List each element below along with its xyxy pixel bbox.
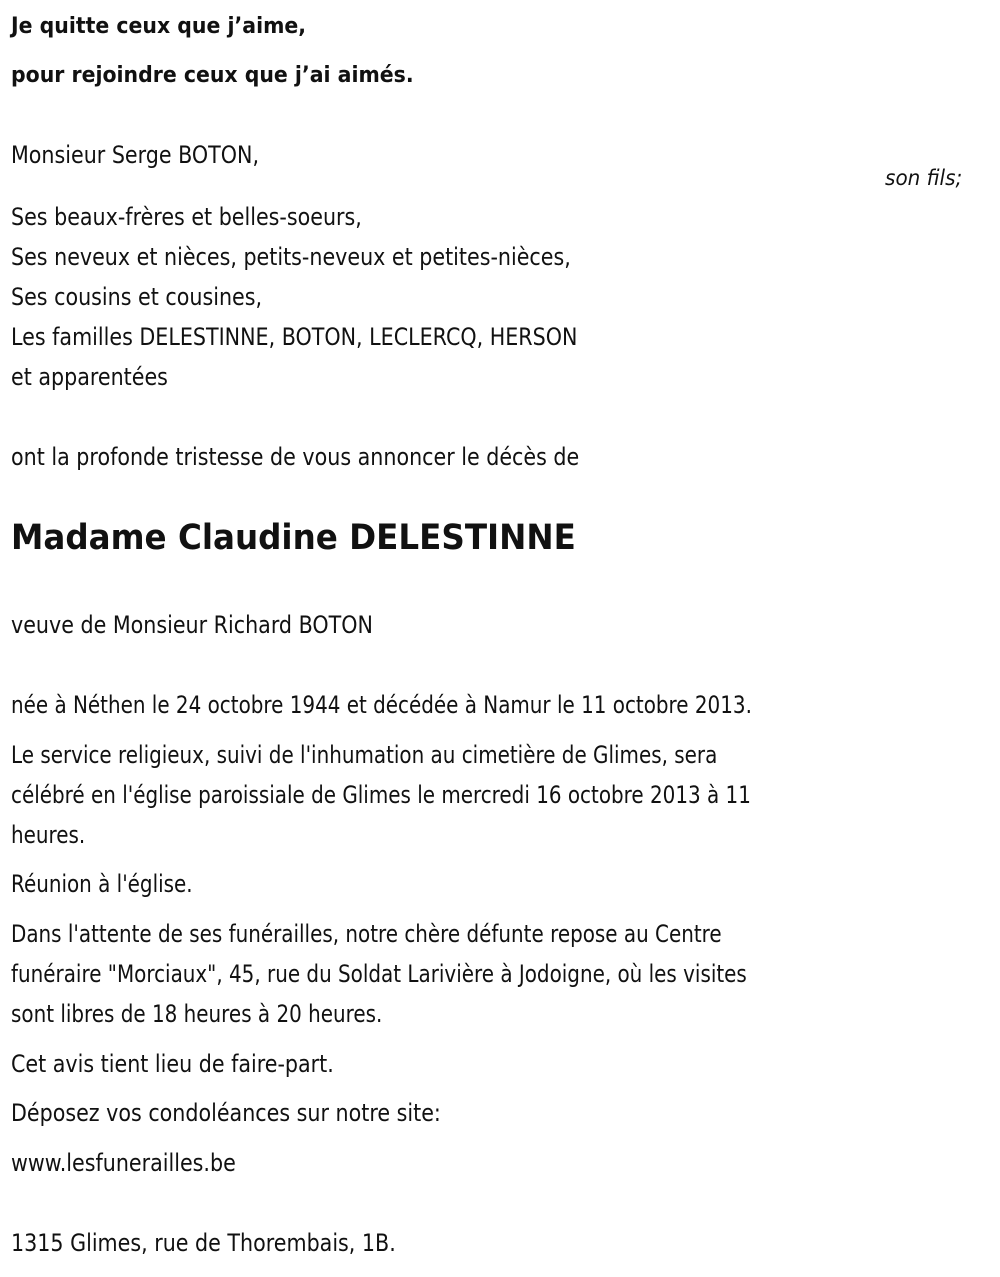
notice-text: Cet avis tient lieu de faire-part.: [11, 1050, 334, 1078]
meeting-place: Réunion à l'église.: [11, 870, 193, 898]
visitation-line: Dans l'attente de ses funérailles, notre chère défunte repose au Centre: [11, 920, 722, 948]
website-link[interactable]: www.lesfunerailles.be: [11, 1149, 236, 1177]
epitaph-line-2: pour rejoindre ceux que j’ai aimés.: [11, 63, 414, 88]
visitation-line: funéraire "Morciaux", 45, rue du Soldat Larivière à Jodoigne, où les visites: [11, 960, 747, 988]
announcement-text: ont la profonde tristesse de vous annoncer le décès de: [11, 443, 580, 471]
deceased-name: Madame Claudine DELESTINNE: [11, 518, 576, 558]
relative-line: Ses neveux et nièces, petits-neveux et petites-nièces,: [11, 243, 571, 271]
birth-death-dates: née à Néthen le 24 octobre 1944 et décédée à Namur le 11 octobre 2013.: [11, 691, 752, 719]
visitation-line: sont libres de 18 heures à 20 heures.: [11, 1000, 383, 1028]
son-name: Monsieur Serge BOTON,: [11, 141, 260, 169]
relative-line: Les familles DELESTINNE, BOTON, LECLERCQ, HERSON: [11, 323, 578, 351]
address: 1315 Glimes, rue de Thorembais, 1B.: [11, 1229, 396, 1257]
relative-line: Ses beaux-frères et belles-soeurs,: [11, 203, 362, 231]
son-relation: son fils;: [884, 166, 962, 190]
widow-of: veuve de Monsieur Richard BOTON: [11, 611, 373, 639]
condolences-label: Déposez vos condoléances sur notre site:: [11, 1099, 441, 1127]
relative-line: Ses cousins et cousines,: [11, 283, 263, 311]
service-line: heures.: [11, 821, 86, 849]
relative-line: et apparentées: [11, 363, 168, 391]
service-line: célébré en l'église paroissiale de Glimes le mercredi 16 octobre 2013 à 11: [11, 781, 751, 809]
service-line: Le service religieux, suivi de l'inhumation au cimetière de Glimes, sera: [11, 741, 718, 769]
epitaph-line-1: Je quitte ceux que j’aime,: [11, 14, 307, 39]
